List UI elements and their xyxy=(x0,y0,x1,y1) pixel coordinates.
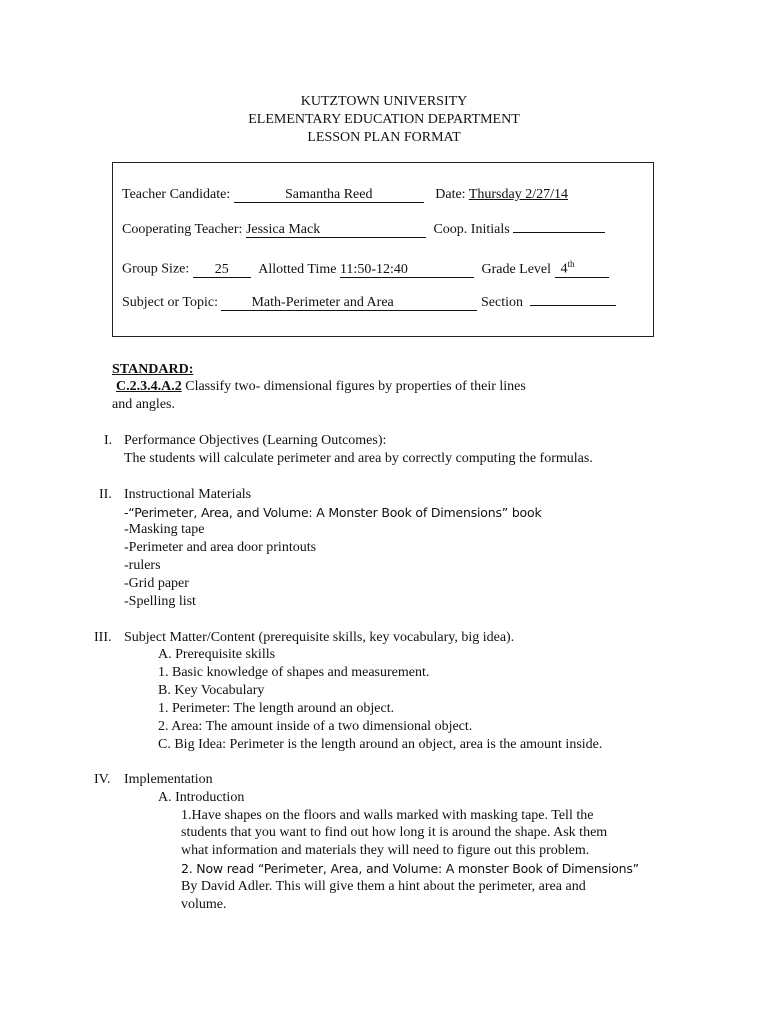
section-1-body: The students will calculate perimeter and area by correctly computing the formulas. xyxy=(124,451,593,466)
section-3-number: III. xyxy=(94,630,112,645)
materials-item: -Perimeter and area door printouts xyxy=(124,540,317,555)
teacher-candidate-value: Samantha Reed xyxy=(234,187,424,203)
coop-initials-label: Coop. Initials xyxy=(433,222,510,237)
section-4-number: IV. xyxy=(94,772,111,787)
implementation-line: students that you want to find out how long it is around the shape. Ask them xyxy=(181,825,608,840)
content-line: 1. Basic knowledge of shapes and measurement. xyxy=(158,665,430,680)
teacher-candidate-row xyxy=(122,186,568,204)
subject-row xyxy=(122,294,616,312)
implementation-line: what information and materials they will need to figure out this problem. xyxy=(181,843,590,858)
section-2-title: Instructional Materials xyxy=(124,487,252,502)
teacher-candidate-label: Teacher Candidate: xyxy=(122,187,231,202)
cooperating-teacher-value: Jessica Mack xyxy=(246,222,426,238)
format-title: LESSON PLAN FORMAT xyxy=(307,130,461,145)
implementation-line: 2. Now read “Perimeter, Area, and Volume: A monster Book of Dimensions” xyxy=(181,861,639,876)
subject-label: Subject or Topic: xyxy=(122,295,218,310)
implementation-line: volume. xyxy=(181,897,227,912)
university-title: KUTZTOWN UNIVERSITY xyxy=(300,94,468,109)
materials-item: -Masking tape xyxy=(124,522,205,537)
section-2-number: II. xyxy=(99,487,112,502)
subject-value: Math-Perimeter and Area xyxy=(221,295,477,311)
content-line: A. Prerequisite skills xyxy=(158,647,276,662)
section-blank xyxy=(530,305,616,306)
section-4-title: Implementation xyxy=(124,772,213,787)
cooperating-teacher-row xyxy=(122,221,605,239)
grade-level-value xyxy=(555,257,609,278)
cooperating-teacher-label: Cooperating Teacher: xyxy=(122,222,243,237)
standard-line1 xyxy=(112,378,526,396)
content-line: 2. Area: The amount inside of a two dimensional object. xyxy=(158,719,473,734)
materials-item: -rulers xyxy=(124,558,161,573)
group-size-row xyxy=(122,257,609,279)
materials-item: -Spelling list xyxy=(124,594,196,609)
allotted-time-label: Allotted Time xyxy=(258,261,337,277)
section-3-title: Subject Matter/Content (prerequisite skills, key vocabulary, big idea). xyxy=(124,630,515,645)
content-line: C. Big Idea: Perimeter is the length around an object, area is the amount inside. xyxy=(158,737,603,752)
grade-level-number: 4 xyxy=(560,261,568,277)
standard-text: Classify two- dimensional figures by properties of their lines xyxy=(181,379,526,394)
grade-level-suffix: th xyxy=(567,259,575,269)
standard-line2: and angles. xyxy=(112,397,175,412)
department-title: ELEMENTARY EDUCATION DEPARTMENT xyxy=(248,112,520,127)
implementation-line: By David Adler. This will give them a hint about the perimeter, area and xyxy=(181,879,586,894)
standard-heading: STANDARD: xyxy=(112,362,194,377)
standard-code: C.2.3.4.A.2 xyxy=(116,379,182,394)
group-size-value: 25 xyxy=(193,262,251,278)
introduction-heading: A. Introduction xyxy=(158,790,245,805)
section-1-number: I. xyxy=(104,433,113,448)
implementation-line: 1.Have shapes on the floors and walls marked with masking tape. Tell the xyxy=(181,808,594,823)
coop-initials-blank xyxy=(513,232,605,233)
materials-item: -Grid paper xyxy=(124,576,189,591)
grade-level-label: Grade Level xyxy=(481,261,552,277)
allotted-time-value: 11:50-12:40 xyxy=(340,262,474,278)
content-line: B. Key Vocabulary xyxy=(158,683,265,698)
group-size-label: Group Size: xyxy=(122,261,190,277)
section-label: Section xyxy=(480,295,523,310)
content-line: 1. Perimeter: The length around an object. xyxy=(158,701,395,716)
section-1-title: Performance Objectives (Learning Outcomes): xyxy=(124,433,387,448)
date-value: Thursday 2/27/14 xyxy=(468,187,568,202)
date-label: Date: xyxy=(435,187,466,202)
materials-item: -“Perimeter, Area, and Volume: A Monster Book of Dimensions” book xyxy=(124,505,542,520)
